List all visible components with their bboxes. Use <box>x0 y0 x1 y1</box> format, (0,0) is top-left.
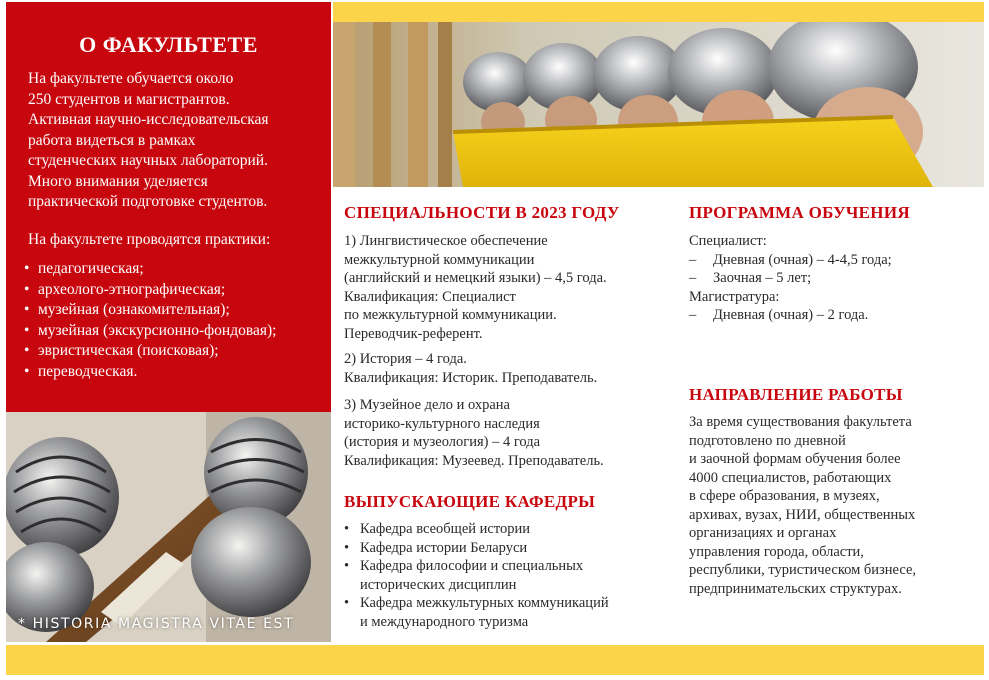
practice-item: • музейная (ознакомительная); <box>24 300 276 321</box>
program-details <box>689 232 979 325</box>
about-title: О ФАКУЛЬТЕТЕ <box>79 32 258 57</box>
specialty-1 <box>344 232 674 343</box>
direction-line: За время существования факультета <box>689 414 912 430</box>
direction-line: в сфере образования, в музеях, <box>689 488 880 504</box>
department-name: • Кафедра истории Беларуси <box>360 539 528 556</box>
specialty-line: 2) История – 4 года. <box>344 351 467 367</box>
helmets-illustration <box>333 22 984 187</box>
bottom-accent-bar <box>6 645 984 675</box>
about-text <box>28 69 328 213</box>
department-name: • Кафедра всеобщей истории <box>360 521 531 537</box>
about-line: студенческих научных лабораторий. <box>28 152 268 169</box>
practice-item: • переводческая. <box>24 362 276 383</box>
direction-line: и заочной формам обучения более <box>689 451 901 467</box>
department-name-cont: исторических дисциплин <box>360 576 517 593</box>
direction-line: республики, туристическом бизнесе, <box>689 562 917 578</box>
specialty-2 <box>344 350 674 387</box>
department-item <box>344 557 674 594</box>
departments-list <box>344 520 674 631</box>
about-line: Много внимания уделяется <box>28 172 208 190</box>
specialty-line: 3) Музейное дело и охрана <box>344 397 510 413</box>
specialty-line: Квалификация: Историк. Преподаватель. <box>344 369 598 386</box>
department-item <box>344 594 674 631</box>
program-item-text: Дневная (очная) – 2 года. <box>713 307 869 323</box>
practice-item: • педагогическая; <box>24 259 276 280</box>
departments-heading: ВЫПУСКАЮЩИЕ КАФЕДРЫ <box>344 492 596 511</box>
direction-heading: НАПРАВЛЕНИЕ РАБОТЫ <box>689 385 903 404</box>
department-name: • Кафедра межкультурных коммуникаций <box>360 595 609 611</box>
about-line: На факультете обучается около <box>28 70 234 87</box>
specialty-line: Переводчик-референт. <box>344 325 483 342</box>
about-line: работа видеться в рамках <box>28 131 196 149</box>
specialty-line: 1) Лингвистическое обеспечение <box>344 233 548 249</box>
knights-helmets-photo <box>333 22 984 187</box>
practice-item: • археолого-этнографическая; <box>24 280 276 301</box>
gauntlets-photo <box>6 412 331 642</box>
specialist-label: Специалист: <box>689 233 767 249</box>
specialty-line: межкультурной коммуникации <box>344 251 535 268</box>
dash-marker: – <box>689 270 697 286</box>
department-name-cont: и международного туризма <box>360 613 529 630</box>
top-accent-bar <box>333 2 984 22</box>
department-item <box>344 520 674 539</box>
direction-line: организациях и органах <box>689 525 837 541</box>
program-heading: ПРОГРАММА ОБУЧЕНИЯ <box>689 203 910 222</box>
specialty-line: по межкультурной коммуникации. <box>344 307 557 323</box>
direction-line: архивах, вузах, НИИ, общественных <box>689 506 916 523</box>
program-item <box>689 251 979 270</box>
direction-line: управления города, области, <box>689 543 864 560</box>
program-item <box>689 269 979 288</box>
program-item-text: Дневная (очная) – 4-4,5 года; <box>713 251 892 268</box>
specialty-3 <box>344 396 674 470</box>
dash-marker: – <box>689 307 697 323</box>
specialty-line: Квалификация: Музеевед. Преподаватель. <box>344 452 604 469</box>
practice-item: • эвристическая (поисковая); <box>24 341 276 362</box>
specialty-line: Квалификация: Специалист <box>344 288 516 305</box>
program-item-text: Заочная – 5 лет; <box>713 270 812 286</box>
motto-caption: * HISTORIA MAGISTRA VITAE EST <box>18 616 295 632</box>
specialty-line: (история и музеология) – 4 года <box>344 434 541 450</box>
about-line: Активная научно-исследовательская <box>28 111 269 128</box>
practices-list <box>24 259 276 382</box>
specialty-line: (английский и немецкий языки) – 4,5 года. <box>344 270 607 286</box>
department-name: • Кафедра философии и специальных <box>360 558 584 574</box>
dash-marker: – <box>689 251 697 268</box>
direction-line: подготовлено по дневной <box>689 432 846 449</box>
practice-item: • музейная (экскурсионно-фондовая); <box>24 321 276 342</box>
gauntlets-illustration <box>6 412 331 642</box>
program-item <box>689 306 979 325</box>
specialties-heading: СПЕЦИАЛЬНОСТИ В 2023 ГОДУ <box>344 203 620 222</box>
about-panel <box>6 2 331 412</box>
direction-line: 4000 специалистов, работающих <box>689 469 892 486</box>
about-line: 250 студентов и магистрантов. <box>28 90 230 108</box>
department-item <box>344 539 674 558</box>
direction-text <box>689 413 979 598</box>
specialty-line: историко-культурного наследия <box>344 415 540 432</box>
direction-line: предпринимательских структурах. <box>689 580 902 597</box>
about-line: практической подготовке студентов. <box>28 193 268 210</box>
master-label: Магистратура: <box>689 288 780 305</box>
practices-intro: На факультете проводятся практики: <box>28 231 271 248</box>
